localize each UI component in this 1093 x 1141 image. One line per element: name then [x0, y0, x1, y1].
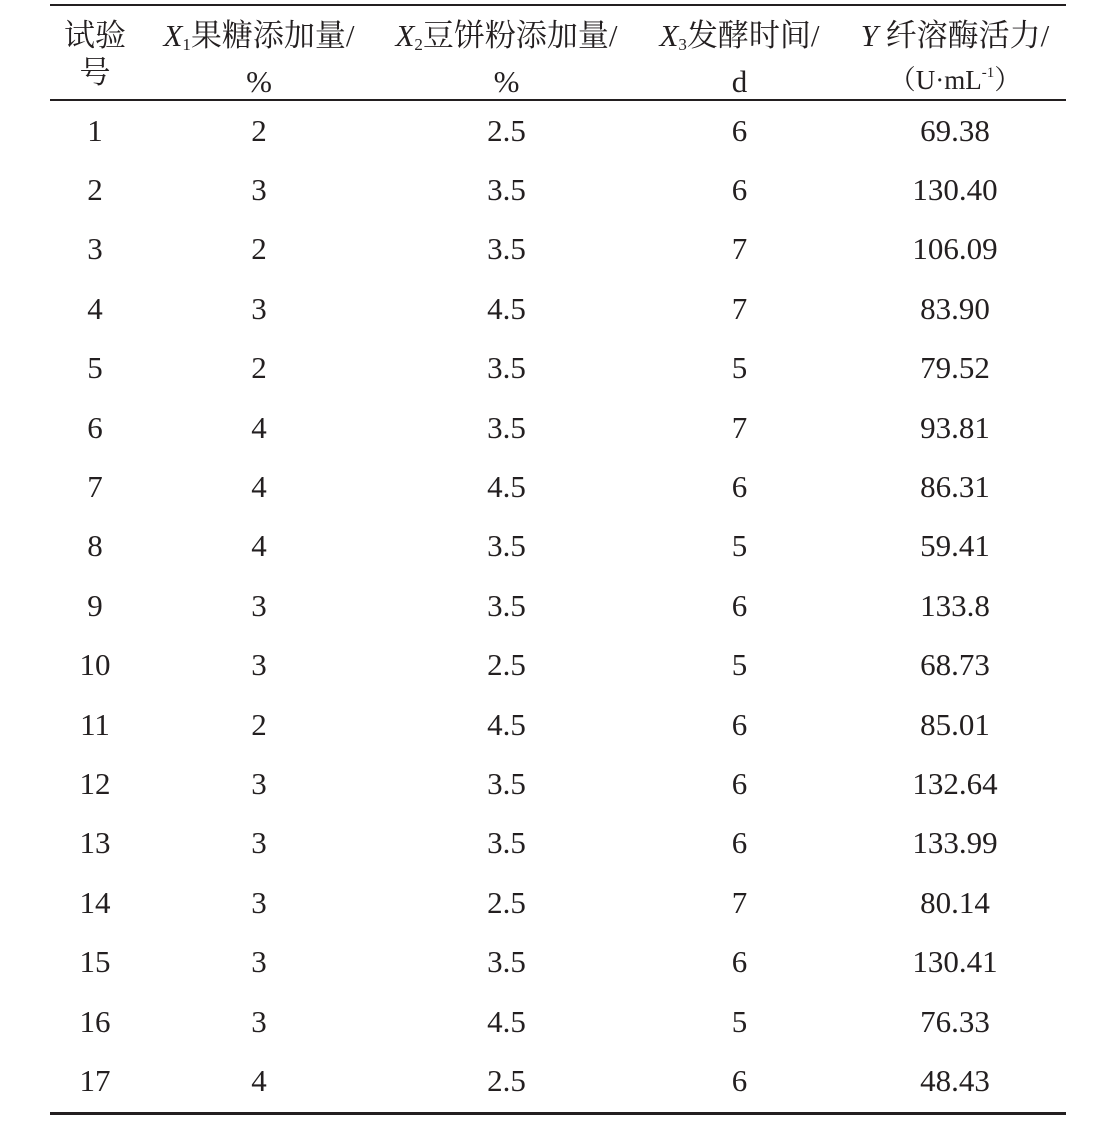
cell-x3: 5 — [731, 350, 748, 386]
cell-trial: 2 — [87, 172, 103, 208]
cell-trial: 8 — [87, 528, 103, 564]
cell-x3: 6 — [731, 112, 748, 148]
cell-x1: 3 — [251, 172, 267, 208]
cell-x1: 4 — [251, 1062, 267, 1098]
cell-y: 85.01 — [920, 706, 990, 742]
cell-x2: 2.5 — [487, 112, 526, 148]
cell-x1: 3 — [251, 825, 267, 861]
cell-y: 86.31 — [920, 469, 990, 505]
cell-x3: 5 — [731, 528, 748, 564]
header-y-var: Y — [860, 18, 878, 53]
table-row — [50, 160, 1066, 219]
table-row — [50, 932, 1066, 991]
cell-trial: 7 — [87, 469, 103, 505]
cell-x1: 2 — [251, 350, 267, 386]
cell-trial: 17 — [79, 1062, 111, 1098]
cell-x3: 6 — [731, 944, 748, 980]
cell-x2: 3.5 — [487, 944, 526, 980]
cell-y: 80.14 — [920, 884, 990, 920]
data-table — [50, 4, 1066, 1115]
table-row — [50, 635, 1066, 694]
cell-y: 48.43 — [920, 1062, 990, 1098]
cell-trial: 15 — [79, 944, 111, 980]
cell-x1: 2 — [251, 112, 267, 148]
header-trial — [50, 6, 140, 99]
table-row — [50, 397, 1066, 456]
header-trial-line2: 号 — [79, 55, 111, 90]
cell-y: 76.33 — [920, 1003, 990, 1039]
cell-x3: 6 — [731, 469, 748, 505]
header-x3 — [635, 6, 844, 99]
table-row — [50, 219, 1066, 278]
header-x2-line1 — [395, 18, 617, 63]
header-y-unit-pre: （U·mL — [888, 65, 982, 95]
cell-x2: 2.5 — [487, 647, 526, 683]
cell-x2: 4.5 — [487, 706, 526, 742]
table-row — [50, 101, 1066, 160]
header-x2-var: X — [395, 18, 415, 53]
cell-x3: 5 — [731, 1003, 748, 1039]
cell-x2: 4.5 — [487, 290, 526, 326]
header-y-unit — [889, 55, 1021, 98]
cell-trial: 4 — [87, 290, 103, 326]
cell-x3: 7 — [731, 231, 748, 267]
header-x3-unit: d — [731, 64, 748, 99]
header-x1-line1 — [163, 18, 354, 63]
table-row — [50, 576, 1066, 635]
cell-x2: 3.5 — [487, 587, 526, 623]
cell-trial: 5 — [87, 350, 103, 386]
table-row — [50, 754, 1066, 813]
cell-trial: 1 — [87, 112, 103, 148]
cell-x3: 5 — [731, 647, 748, 683]
cell-x1: 2 — [251, 706, 267, 742]
cell-x1: 2 — [251, 231, 267, 267]
header-x3-line1 — [659, 18, 819, 63]
cell-x2: 3.5 — [487, 765, 526, 801]
cell-x2: 3.5 — [487, 528, 526, 564]
cell-x1: 4 — [251, 469, 267, 505]
cell-x1: 4 — [251, 528, 267, 564]
cell-trial: 9 — [87, 587, 103, 623]
cell-x1: 4 — [251, 409, 267, 445]
cell-y: 130.40 — [912, 172, 998, 208]
cell-y: 83.90 — [920, 290, 990, 326]
table-bottom-rule — [50, 1112, 1066, 1115]
header-y — [844, 6, 1066, 99]
header-y-unit-sup: -1 — [981, 65, 995, 81]
cell-trial: 13 — [79, 825, 111, 861]
cell-y: 130.41 — [912, 944, 998, 980]
cell-x3: 6 — [731, 1062, 748, 1098]
table-header — [50, 6, 1066, 99]
cell-x3: 6 — [731, 765, 748, 801]
cell-x3: 6 — [731, 172, 748, 208]
table-row — [50, 991, 1066, 1050]
cell-trial: 11 — [80, 706, 110, 742]
cell-y: 79.52 — [920, 350, 990, 386]
header-x3-text: 发酵时间/ — [686, 18, 820, 53]
cell-x3: 6 — [731, 587, 748, 623]
table-row — [50, 813, 1066, 872]
header-x1-unit: % — [246, 64, 272, 99]
cell-y: 59.41 — [920, 528, 990, 564]
cell-x2: 2.5 — [487, 1062, 526, 1098]
header-y-text: 纤溶酶活力/ — [877, 18, 1050, 53]
cell-trial: 16 — [79, 1003, 111, 1039]
cell-x2: 3.5 — [487, 825, 526, 861]
cell-y: 106.09 — [912, 231, 998, 267]
cell-x2: 2.5 — [487, 884, 526, 920]
cell-x3: 7 — [731, 884, 748, 920]
cell-trial: 10 — [79, 647, 111, 683]
cell-x1: 3 — [251, 944, 267, 980]
cell-x2: 3.5 — [487, 231, 526, 267]
table-row — [50, 457, 1066, 516]
header-y-unit-post: ） — [994, 65, 1022, 95]
cell-x3: 7 — [731, 290, 748, 326]
header-x2 — [378, 6, 635, 99]
cell-x1: 3 — [251, 587, 267, 623]
cell-y: 93.81 — [920, 409, 990, 445]
cell-x1: 3 — [251, 1003, 267, 1039]
cell-trial: 3 — [87, 231, 103, 267]
cell-y: 133.99 — [912, 825, 998, 861]
table-body — [50, 101, 1066, 1113]
cell-x3: 7 — [731, 409, 748, 445]
cell-trial: 6 — [87, 409, 103, 445]
header-x2-text: 豆饼粉添加量/ — [422, 18, 618, 53]
cell-x1: 3 — [251, 765, 267, 801]
table-row — [50, 1051, 1066, 1110]
header-x2-sub: 2 — [414, 35, 423, 54]
header-trial-line1: 试验 — [64, 18, 126, 53]
table-row — [50, 694, 1066, 753]
cell-y: 132.64 — [912, 765, 998, 801]
header-x1-var: X — [163, 18, 183, 53]
cell-x2: 3.5 — [487, 350, 526, 386]
cell-x1: 3 — [251, 290, 267, 326]
header-y-line1 — [861, 18, 1050, 54]
cell-trial: 14 — [79, 884, 111, 920]
cell-x2: 3.5 — [487, 172, 526, 208]
cell-x2: 4.5 — [487, 469, 526, 505]
table-row — [50, 516, 1066, 575]
cell-y: 68.73 — [920, 647, 990, 683]
cell-trial: 12 — [79, 765, 111, 801]
cell-x1: 3 — [251, 647, 267, 683]
header-x3-var: X — [659, 18, 679, 53]
table-row — [50, 279, 1066, 338]
header-x1-sub: 1 — [182, 35, 191, 54]
cell-x3: 6 — [731, 706, 748, 742]
header-x3-sub: 3 — [678, 35, 687, 54]
cell-x3: 6 — [731, 825, 748, 861]
cell-y: 133.8 — [920, 587, 990, 623]
cell-y: 69.38 — [920, 112, 990, 148]
header-x1-text: 果糖添加量/ — [190, 18, 355, 53]
header-x1 — [140, 6, 378, 99]
cell-x2: 4.5 — [487, 1003, 526, 1039]
table-row — [50, 338, 1066, 397]
header-x2-unit: % — [493, 64, 520, 99]
cell-x2: 3.5 — [487, 409, 526, 445]
table-row — [50, 873, 1066, 932]
cell-x1: 3 — [251, 884, 267, 920]
